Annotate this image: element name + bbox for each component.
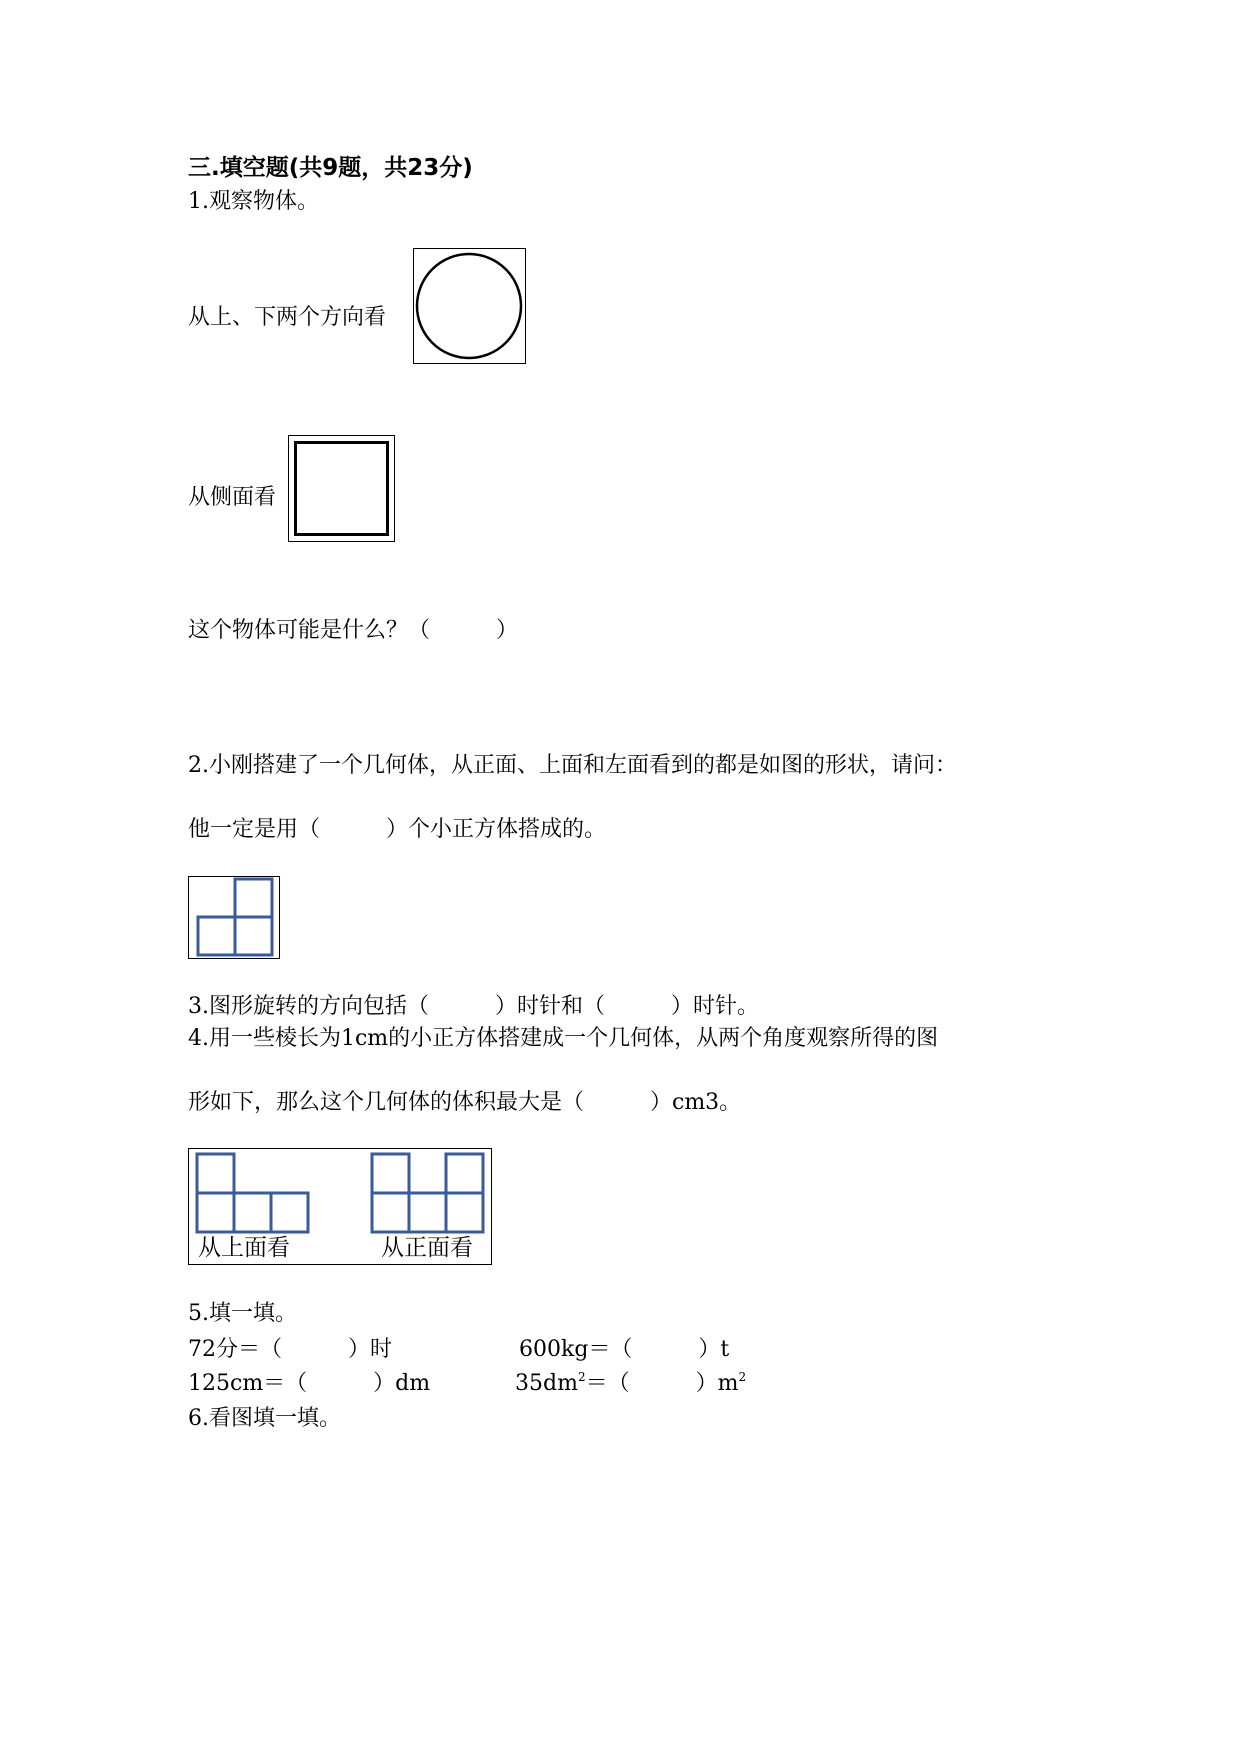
- q4-figure: [188, 1148, 492, 1265]
- q5-item-4-mid: ＝（ ）m: [585, 1371, 739, 1396]
- superscript-2: 2: [577, 1370, 586, 1384]
- q5-item-2: 600kg＝（ ）t: [519, 1337, 730, 1362]
- q4-top-cell: [234, 1193, 271, 1232]
- q4-front-cell: [372, 1154, 409, 1193]
- superscript-2: 2: [738, 1370, 747, 1384]
- q4-top-cell: [271, 1193, 308, 1232]
- q4-front-cell: [446, 1193, 483, 1232]
- q1-question: 这个物体可能是什么？（ ）: [188, 618, 519, 643]
- q2-line1: 2.小刚搭建了一个几何体，从正面、上面和左面看到的都是如图的形状，请问：: [188, 753, 957, 778]
- q4-line1: 4.用一些棱长为1cm的小正方体搭建成一个几何体，从两个角度观察所得的图: [188, 1026, 939, 1051]
- q2-cell: [235, 879, 272, 917]
- q4-line2: 形如下，那么这个几何体的体积最大是（ ）cm3。: [188, 1090, 742, 1115]
- q4-front-cell: [409, 1193, 446, 1232]
- circle-shape: [414, 249, 525, 363]
- q2-line2: 他一定是用（ ）个小正方体搭成的。: [188, 817, 607, 842]
- q1-top-view-figure: [413, 248, 526, 364]
- q4-top-cell: [197, 1193, 234, 1232]
- q4-front-cell: [372, 1193, 409, 1232]
- q5-item-4-prefix: 35dm: [515, 1371, 578, 1396]
- q4-top-cell: [197, 1154, 234, 1193]
- square-shape: [294, 441, 389, 536]
- q3-text: 3.图形旋转的方向包括（ ）时针和（ ）时针。: [188, 994, 759, 1019]
- q5-item-3: 125cm＝（ ）dm: [188, 1371, 431, 1396]
- q1-top-view-label: 从上、下两个方向看: [188, 305, 387, 330]
- q5-item-1: 72分＝（ ）时: [188, 1337, 392, 1362]
- q4-front-cell: [446, 1154, 483, 1193]
- q5-title: 5.填一填。: [188, 1301, 297, 1326]
- section-title: 三.填空题(共9题，共23分): [188, 155, 473, 181]
- q1-side-view-figure: [288, 435, 395, 542]
- q2-cube-view: [189, 877, 279, 958]
- q2-figure: [188, 876, 280, 959]
- q4-front-view-caption: 从正面看: [381, 1235, 473, 1261]
- q6-title: 6.看图填一填。: [188, 1406, 341, 1431]
- q4-top-view-caption: 从上面看: [198, 1235, 290, 1261]
- q1-title: 1.观察物体。: [188, 189, 319, 214]
- q2-cell: [235, 917, 272, 955]
- q1-side-view-label: 从侧面看: [188, 485, 277, 510]
- q2-cell: [198, 917, 235, 955]
- q5-item-4: [515, 1370, 746, 1398]
